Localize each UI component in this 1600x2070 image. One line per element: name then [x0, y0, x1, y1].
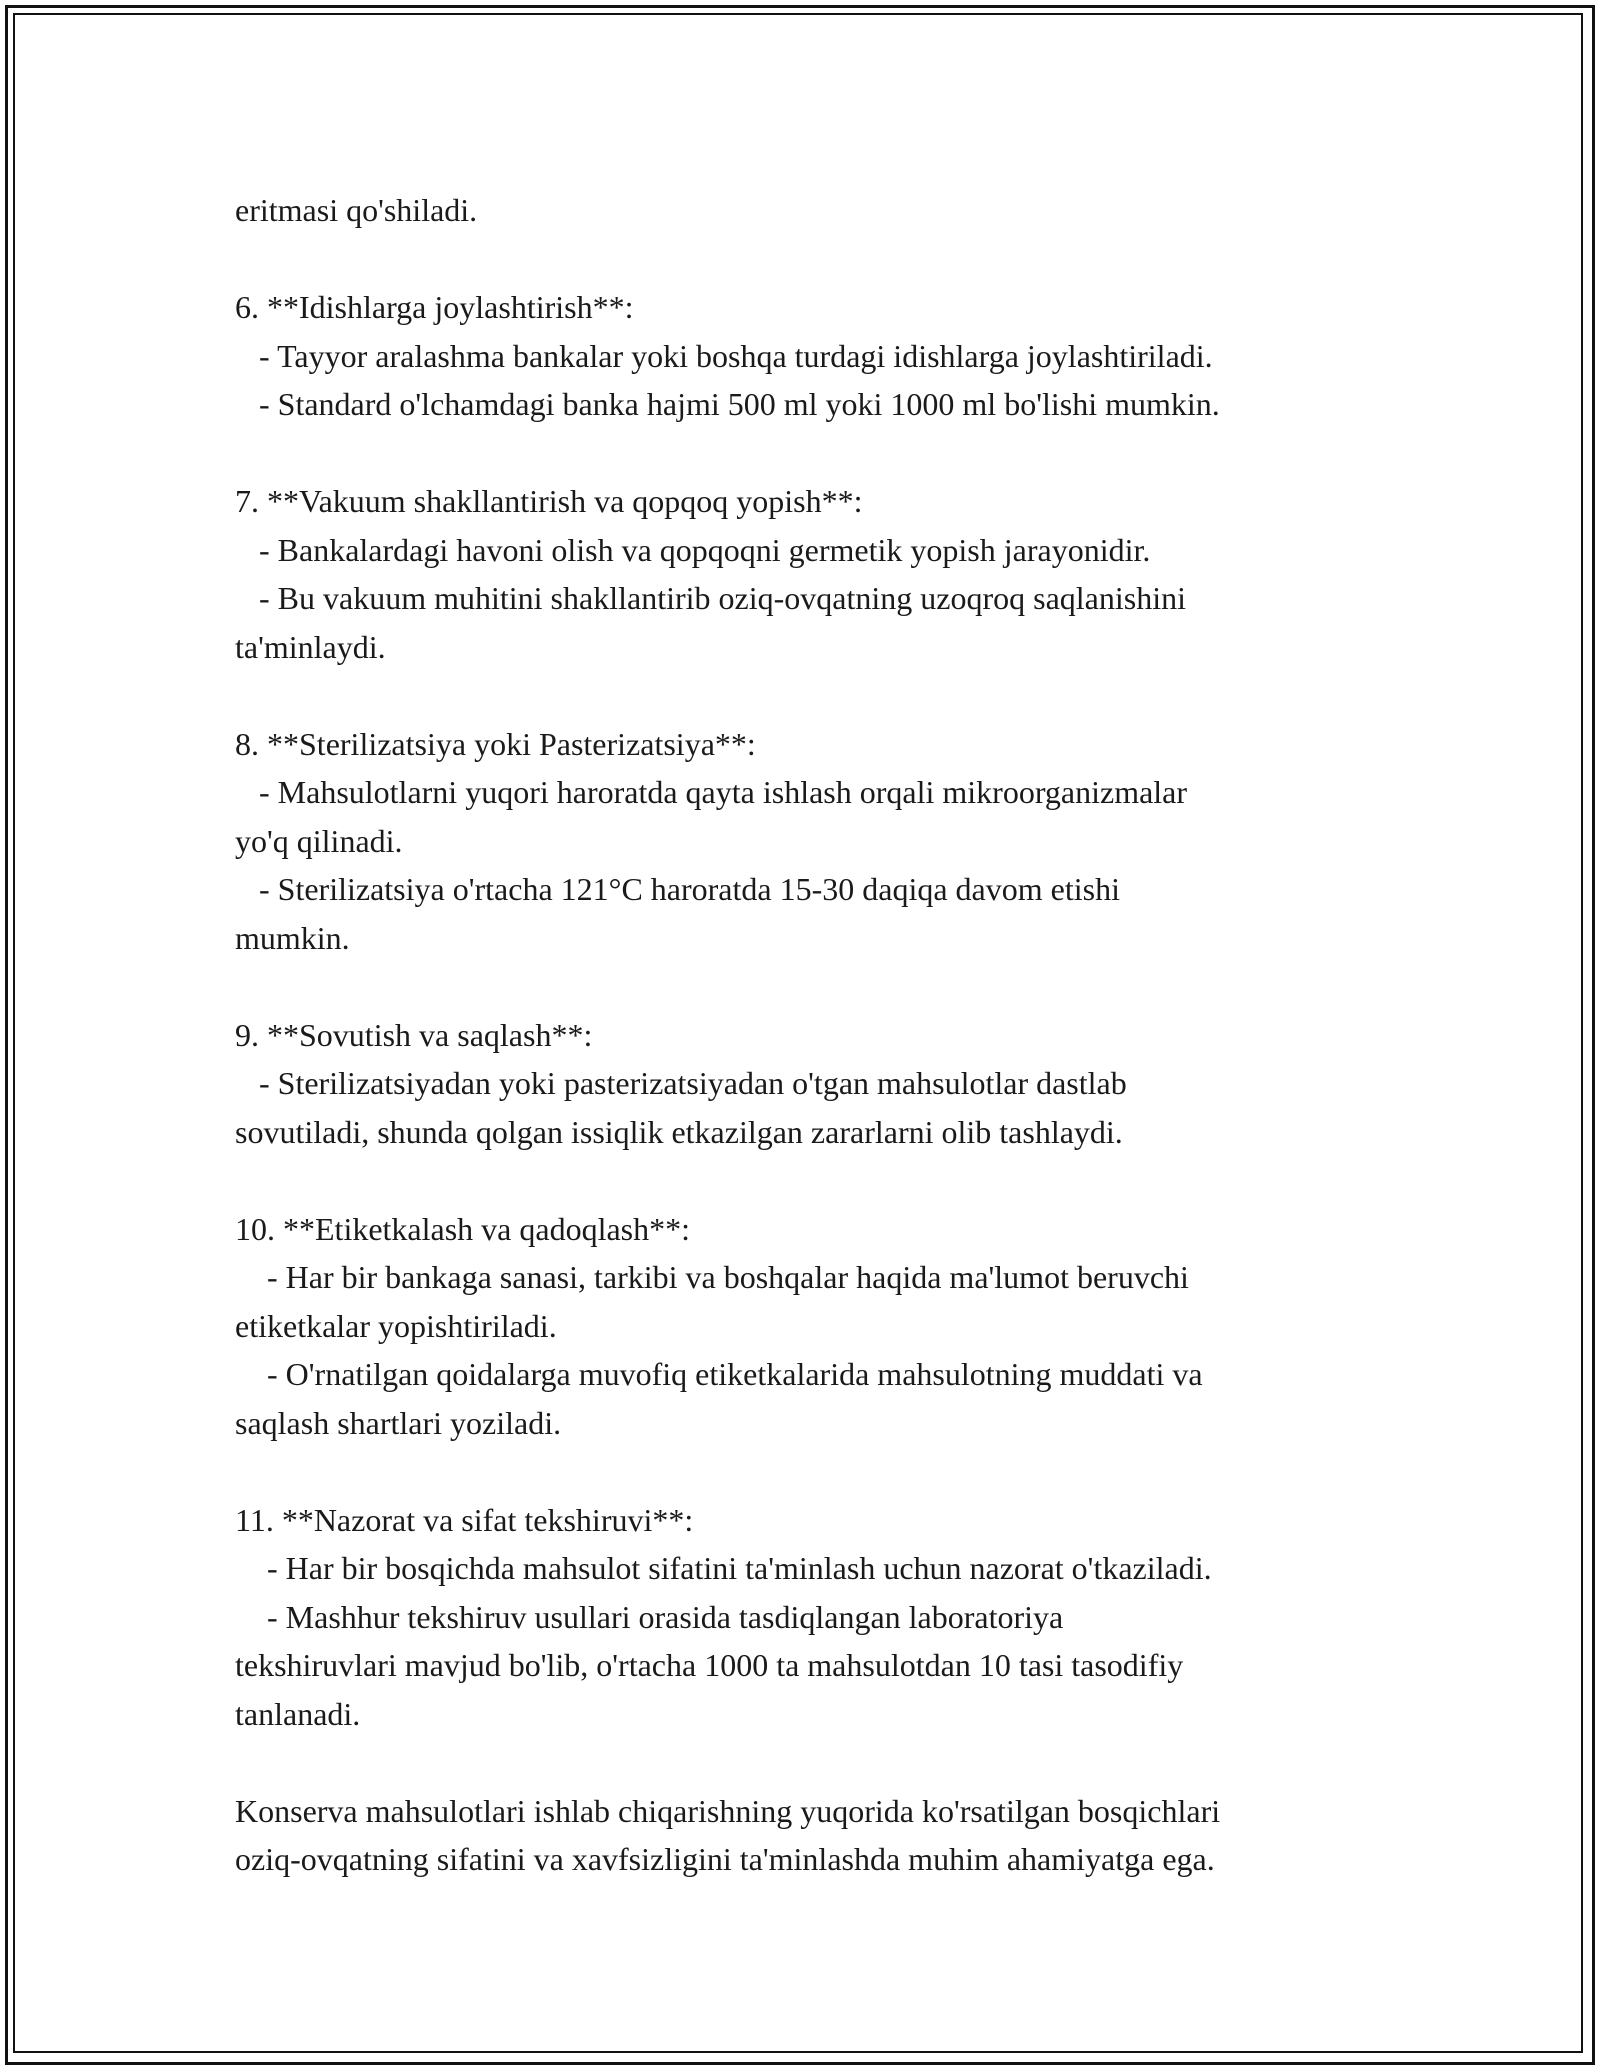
blank-line — [235, 1156, 1415, 1205]
text-line: - Sterilizatsiyadan yoki pasterizatsiyadan o'tgan mahsulotlar dastlab — [235, 1065, 1127, 1101]
text-line: - Bankalardagi havoni olish va qopqoqni germetik yopish jarayonidir. — [235, 531, 1151, 568]
text-line: 6. **Idishlarga joylashtirish**: — [235, 289, 634, 325]
text-line: - Standard o'lchamdagi banka hajmi 500 ml yoki 1000 ml bo'lishi mumkin. — [235, 386, 1220, 422]
text-line: etiketkalar yopishtiriladi. — [235, 1307, 557, 1344]
text-line: - Mahsulotlarni yuqori haroratda qayta ishlash orqali mikroorganizmalar — [235, 774, 1188, 810]
text-line: - O'rnatilgan qoidalarga muvofiq etiketkalarida mahsulotning muddati va — [235, 1356, 1203, 1392]
text-line: - Bu vakuum muhitini shakllantirib oziq-ovqatning uzoqroq saqlanishini — [235, 580, 1186, 616]
text-line: - Sterilizatsiya o'rtacha 121°C haroratda 15-30 daqiqa davom etishi — [235, 871, 1120, 907]
text-line: 9. **Sovutish va saqlash**: — [235, 1016, 593, 1053]
text-line: - Tayyor aralashma bankalar yoki boshqa turdagi idishlarga joylashtiriladi. — [235, 337, 1213, 374]
text-line: 7. **Vakuum shakllantirish va qopqoq yopish**: — [235, 483, 863, 519]
blank-line — [235, 1738, 1415, 1787]
blank-line — [235, 962, 1415, 1011]
text-line: Konserva mahsulotlari ishlab chiqarishning yuqorida ko'rsatilgan bosqichlari — [235, 1792, 1221, 1829]
text-line: mumkin. — [235, 919, 350, 956]
text-line: ta'minlaydi. — [235, 628, 386, 665]
text-line: 11. **Nazorat va sifat tekshiruvi**: — [235, 1501, 694, 1538]
text-line: 10. **Etiketkalash va qadoqlash**: — [235, 1210, 691, 1247]
text-line: tekshiruvlari mavjud bo'lib, o'rtacha 1000 ta mahsulotdan 10 tasi tasodifiy — [235, 1647, 1184, 1683]
blank-line — [235, 671, 1415, 720]
text-line: eritmasi qo'shiladi. — [235, 192, 478, 228]
text-line: - Mashhur tekshiruv usullari orasida tasdiqlangan laboratoriya — [235, 1598, 1064, 1635]
blank-line — [235, 1447, 1415, 1496]
text-line: yo'q qilinadi. — [235, 822, 403, 859]
text-line: sovutiladi, shunda qolgan issiqlik etkazilgan zararlarni olib tashlaydi. — [235, 1113, 1123, 1150]
text-line: saqlash shartlari yoziladi. — [235, 1404, 562, 1441]
text-line: oziq-ovqatning sifatini va xavfsizligini ta'minlashda muhim ahamiyatga ega. — [235, 1841, 1215, 1877]
text-line: - Har bir bosqichda mahsulot sifatini ta'minlash uchun nazorat o'tkaziladi. — [235, 1550, 1212, 1586]
document-body — [235, 186, 1415, 1884]
text-line: 8. **Sterilizatsiya yoki Pasterizatsiya**: — [235, 725, 756, 762]
blank-line — [235, 235, 1415, 284]
text-line: tanlanadi. — [235, 1695, 361, 1732]
text-line: - Har bir bankaga sanasi, tarkibi va boshqalar haqida ma'lumot beruvchi — [235, 1259, 1189, 1295]
blank-line — [235, 429, 1415, 478]
